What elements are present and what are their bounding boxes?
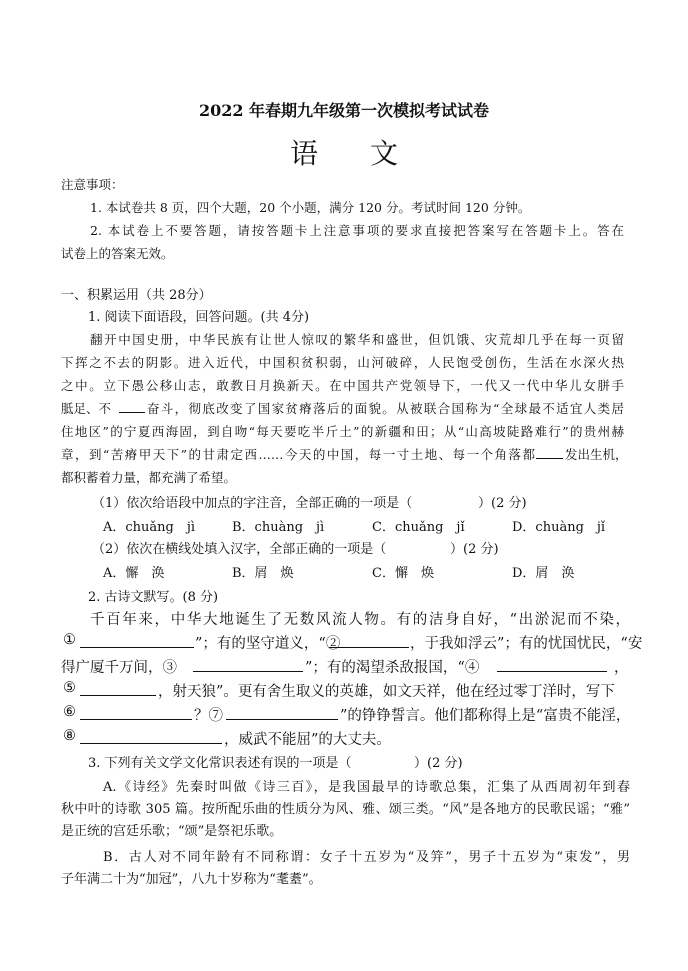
q2-line-6-a: ⑧ — [63, 728, 76, 744]
q2-line-3-b: ”；有的渴望杀敌报国，“④ — [305, 660, 480, 676]
passage-line-2: 下挥之不去的阴影。进入近代，中国积贫积弱，山河破碎，人民饱受创伤，生活在水深火热 — [61, 355, 624, 370]
q1-2-option-d[interactable]: D．屑 涣 — [512, 566, 575, 581]
passage-line-6a: 章，到“苦瘠甲天下”的甘肃定西……今天的中国，每一寸土地、每一个角落都 — [61, 447, 535, 462]
note-1: 1. 本试卷共 8 页，四个大题，20 个小题，满分 120 分。考试时间 120 分钟。 — [90, 200, 531, 215]
q1-2-stem: （2）依次在横线处填入汉字，全部正确的一项是（ — [92, 542, 387, 557]
poem-blank-5[interactable] — [80, 682, 156, 696]
poem-blank-8[interactable] — [80, 730, 222, 744]
passage-line-5: 住地区”的宁夏西海固，到自吻“每天要吃半斤土”的新疆和田；从“山高坡陡路难行”的贵州赫 — [61, 424, 624, 439]
q1-1-option-a[interactable]: A．chuǎng jì — [103, 520, 196, 535]
q1-2-option-a[interactable]: A．懈 涣 — [103, 566, 165, 581]
exam-title: 2022 年春期九年级第一次模拟考试试卷 — [198, 101, 490, 120]
q2-title: 2. 古诗文默写。(8 分) — [88, 590, 219, 605]
q2-line-5-c: ”的铮铮誓言。他们都称得上是“富贵不能淫， — [340, 708, 631, 724]
note-2-line-2: 试卷上的答案无效。 — [61, 246, 174, 261]
q2-line-4-b: ，射天狼”。更有舍生取义的英雄，如文天祥，他在经过零丁洋时，写下 — [158, 684, 615, 700]
q3-title: 3. 下列有关文学文化常识表述有误的一项是（ — [88, 756, 352, 771]
q1-title: 1. 阅读下面语段，回答问题。(共 4分) — [88, 310, 310, 325]
q1-1-option-c[interactable]: C．chuǎng jǐ — [372, 520, 465, 535]
q3-option-a-line-3: 是正统的宫廷乐歌；“颂”是祭祀乐歌。 — [61, 824, 283, 839]
q2-line-3-c: ， — [614, 660, 629, 676]
q2-line-3-a: 得广厦千万间，③ — [61, 660, 177, 676]
q2-line-1: 千百年来，中华大地诞生了无数风流人物。有的洁身自好，“出淤泥而不染， — [90, 612, 630, 628]
q3-score: ）(2 分) — [414, 756, 463, 771]
passage-line-7: 都积蓄着力量，都充满了希望。 — [61, 470, 237, 485]
passage-line-1: 翻开中国史册，中华民族有让世人惊叹的繁华和盛世，但饥饿、灾荒却几乎在每一页留 — [90, 332, 624, 347]
q2-line-4-a: ⑤ — [63, 680, 76, 696]
poem-blank-2[interactable] — [329, 634, 409, 648]
passage-blank-1[interactable] — [119, 399, 145, 413]
q1-2-option-c[interactable]: C．懈 焕 — [372, 566, 434, 581]
q2-line-2-a: ① — [63, 632, 76, 648]
passage-line-4b: 奋斗，彻底改变了国家贫瘠落后的面貌。从被联合国称为“全球最不适宜人类居 — [147, 401, 624, 416]
q2-line-2-c: ，于我如浮云”；有的忧国忧民，“安 — [410, 636, 643, 652]
q3-option-b-line-2: 子年满二十为“加冠”，八九十岁称为“耄耋”。 — [61, 872, 322, 887]
subject-title: 语文 — [289, 137, 450, 170]
passage-line-4a: 胝足、不 — [61, 401, 112, 416]
q3-option-a-line-1: A.《诗经》先秦时叫做《诗三百》，是我国最早的诗歌总集，汇集了从西周初年到春 — [103, 780, 630, 795]
notes-heading: 注意事项： — [61, 177, 124, 192]
q1-1-stem: （1）依次给语段中加点的字注音，全部正确的一项是（ — [92, 496, 413, 511]
q2-line-5-b: ？⑦ — [194, 708, 223, 724]
poem-blank-1[interactable] — [80, 634, 194, 648]
q1-1-option-d[interactable]: D．chuàng jǐ — [512, 520, 606, 535]
poem-blank-3[interactable] — [193, 658, 303, 672]
poem-blank-6[interactable] — [80, 706, 192, 720]
q3-option-a-line-2: 秋中叶的诗歌 305 篇。按所配乐曲的性质分为风、雅、颂三类。“风”是各地方的民歌民谣；“雅” — [61, 802, 630, 817]
passage-line-3: 之中。立下愚公移山志，敢教日月换新天。在中国共产党领导下，一代又一代中华儿女胼手 — [61, 378, 624, 393]
passage-line-6b: 发出生机， — [565, 447, 628, 462]
q1-1-score: ）(2 分) — [478, 496, 527, 511]
q1-2-option-b[interactable]: B．屑 焕 — [232, 566, 294, 581]
q2-line-2-b: ”；有的坚守道义，“② — [195, 636, 341, 652]
q3-option-b-line-1: B．古人对不同年龄有不同称谓：女子十五岁为“及笄”，男子十五岁为“束发”，男 — [103, 850, 630, 865]
note-2-line-1: 2. 本试卷上不要答题，请按答题卡上注意事项的要求直接把答案写在答题卡上。答在 — [90, 223, 624, 238]
section-1-heading: 一、积累运用（共 28分） — [61, 288, 212, 303]
q1-2-score: ）(2 分) — [450, 542, 499, 557]
q2-line-5-a: ⑥ — [63, 704, 76, 720]
poem-blank-7[interactable] — [226, 706, 338, 720]
poem-blank-4[interactable] — [497, 658, 607, 672]
q1-1-option-b[interactable]: B．chuàng jì — [232, 520, 325, 535]
passage-blank-2[interactable] — [536, 445, 563, 459]
q2-line-6-b: ，威武不能屈”的大丈夫。 — [224, 732, 391, 748]
